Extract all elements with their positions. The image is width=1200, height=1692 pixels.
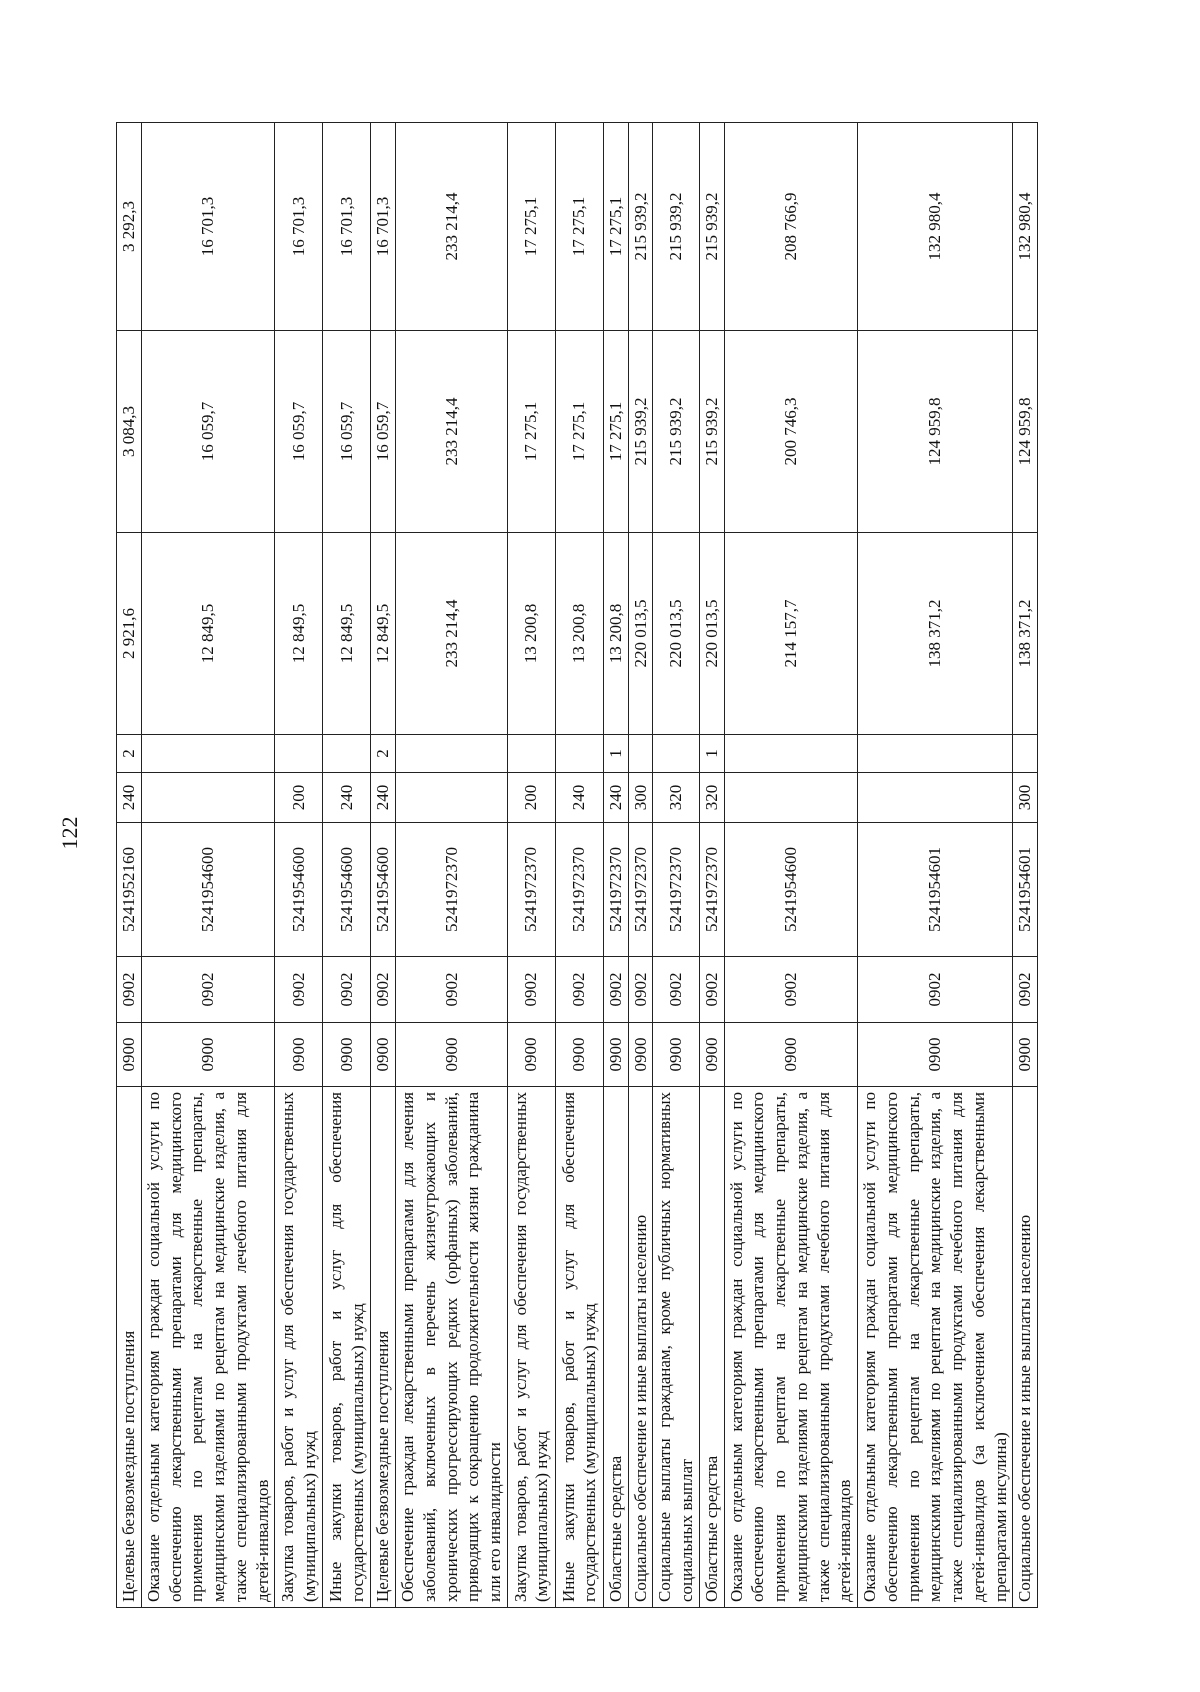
row-name: Иные закупки товаров, работ и услуг для обеспечения государственных (муниципальных) нужд	[555, 1087, 603, 1608]
target-article-code: 5241972370	[507, 823, 555, 957]
amount-year-1: 220 013,5	[653, 533, 700, 735]
funding-code	[275, 735, 323, 773]
row-name: Оказание отдельным категориям граждан социальной услуги по обеспечению лекарственными препаратами для медицинского применения по рецептам на лекарственные препараты, медицинскими изделиями по рецептам на медицинские изделия, а также специализированными продуктами лечебного питания для детей-инвалидов	[724, 1087, 858, 1608]
row-name: Закупка товаров, работ и услуг для обеспечения государственных (муниципальных) нужд	[275, 1087, 323, 1608]
expense-type-code: 320	[699, 773, 724, 823]
section-code: 0902	[628, 957, 653, 1023]
amount-year-3: 16 701,3	[323, 123, 371, 331]
ministry-code: 0900	[323, 1023, 371, 1087]
section-code: 0902	[507, 957, 555, 1023]
amount-year-3: 215 939,2	[699, 123, 724, 331]
amount-year-1: 12 849,5	[141, 533, 275, 735]
amount-year-2: 17 275,1	[555, 331, 603, 533]
section-code: 0902	[396, 957, 508, 1023]
row-name: Социальное обеспечение и иные выплаты населению	[1013, 1087, 1038, 1608]
ministry-code: 0900	[699, 1023, 724, 1087]
section-code: 0902	[603, 957, 628, 1023]
table-row	[371, 123, 396, 1608]
ministry-code: 0900	[141, 1023, 275, 1087]
funding-code	[858, 735, 1013, 773]
expense-type-code: 240	[603, 773, 628, 823]
section-code: 0902	[371, 957, 396, 1023]
row-name: Закупка товаров, работ и услуг для обеспечения государственных (муниципальных) нужд	[507, 1087, 555, 1608]
target-article-code: 5241954600	[371, 823, 396, 957]
section-code: 0902	[1013, 957, 1038, 1023]
target-article-code: 5241954601	[1013, 823, 1038, 957]
funding-code: 2	[371, 735, 396, 773]
expense-type-code: 240	[371, 773, 396, 823]
ministry-code: 0900	[507, 1023, 555, 1087]
target-article-code: 5241954600	[724, 823, 858, 957]
ministry-code: 0900	[724, 1023, 858, 1087]
amount-year-3: 17 275,1	[555, 123, 603, 331]
row-name: Иные закупки товаров, работ и услуг для обеспечения государственных (муниципальных) нужд	[323, 1087, 371, 1608]
amount-year-2: 215 939,2	[653, 331, 700, 533]
ministry-code: 0900	[371, 1023, 396, 1087]
funding-code: 2	[117, 735, 142, 773]
row-name: Оказание отдельным категориям граждан социальной услуги по обеспечению лекарственными препаратами для медицинского применения по рецептам на лекарственные препараты, медицинскими изделиями по рецептам на медицинские изделия, а также специализированными продуктами лечебного питания для детей-инвалидов	[141, 1087, 275, 1608]
table-row	[1013, 123, 1038, 1608]
target-article-code: 5241954600	[323, 823, 371, 957]
target-article-code: 5241972370	[699, 823, 724, 957]
table-row	[555, 123, 603, 1608]
table-row	[724, 123, 858, 1608]
amount-year-1: 13 200,8	[603, 533, 628, 735]
page-number: 122	[57, 816, 82, 850]
row-name: Социальное обеспечение и иные выплаты населению	[628, 1087, 653, 1608]
amount-year-2: 17 275,1	[507, 331, 555, 533]
section-code: 0902	[555, 957, 603, 1023]
row-name: Областные средства	[603, 1087, 628, 1608]
ministry-code: 0900	[396, 1023, 508, 1087]
table-row	[699, 123, 724, 1608]
expense-type-code	[396, 773, 508, 823]
amount-year-1: 12 849,5	[371, 533, 396, 735]
table-row	[507, 123, 555, 1608]
section-code: 0902	[275, 957, 323, 1023]
expense-type-code: 240	[117, 773, 142, 823]
ministry-code: 0900	[555, 1023, 603, 1087]
amount-year-2: 16 059,7	[141, 331, 275, 533]
table-row	[858, 123, 1013, 1608]
amount-year-2: 200 746,3	[724, 331, 858, 533]
amount-year-1: 138 371,2	[1013, 533, 1038, 735]
amount-year-3: 17 275,1	[507, 123, 555, 331]
table-row	[275, 123, 323, 1608]
target-article-code: 5241954601	[858, 823, 1013, 957]
amount-year-3: 16 701,3	[371, 123, 396, 331]
expense-type-code: 300	[628, 773, 653, 823]
amount-year-1: 13 200,8	[507, 533, 555, 735]
amount-year-3: 16 701,3	[141, 123, 275, 331]
amount-year-1: 12 849,5	[323, 533, 371, 735]
amount-year-1: 2 921,6	[117, 533, 142, 735]
expense-type-code: 240	[555, 773, 603, 823]
expense-type-code	[141, 773, 275, 823]
expense-type-code: 200	[275, 773, 323, 823]
table-body	[117, 123, 1038, 1608]
amount-year-3: 132 980,4	[1013, 123, 1038, 331]
section-code: 0902	[699, 957, 724, 1023]
amount-year-3: 233 214,4	[396, 123, 508, 331]
funding-code	[507, 735, 555, 773]
table-row	[628, 123, 653, 1608]
table-row	[396, 123, 508, 1608]
amount-year-2: 215 939,2	[699, 331, 724, 533]
amount-year-3: 208 766,9	[724, 123, 858, 331]
target-article-code: 5241954600	[141, 823, 275, 957]
table-row	[141, 123, 275, 1608]
expense-type-code: 200	[507, 773, 555, 823]
amount-year-1: 233 214,4	[396, 533, 508, 735]
amount-year-3: 16 701,3	[275, 123, 323, 331]
amount-year-2: 3 084,3	[117, 331, 142, 533]
row-name: Целевые безвозмездные поступления	[117, 1087, 142, 1608]
ministry-code: 0900	[275, 1023, 323, 1087]
amount-year-2: 124 959,8	[1013, 331, 1038, 533]
row-name: Областные средства	[699, 1087, 724, 1608]
ministry-code: 0900	[603, 1023, 628, 1087]
ministry-code: 0900	[628, 1023, 653, 1087]
funding-code	[1013, 735, 1038, 773]
funding-code	[628, 735, 653, 773]
rotated-table-wrapper	[116, 123, 1046, 1608]
funding-code	[653, 735, 700, 773]
amount-year-2: 16 059,7	[371, 331, 396, 533]
expense-type-code: 320	[653, 773, 700, 823]
ministry-code: 0900	[858, 1023, 1013, 1087]
amount-year-1: 13 200,8	[555, 533, 603, 735]
row-name: Обеспечение граждан лекарственными препаратами для лечения заболеваний, включенных в перечень жизнеугрожающих и хронических прогрессирующих редких (орфанных) заболеваний, приводящих к сокращению продолжительности жизни гражданина или его инвалидности	[396, 1087, 508, 1608]
amount-year-1: 138 371,2	[858, 533, 1013, 735]
expense-type-code	[724, 773, 858, 823]
ministry-code: 0900	[1013, 1023, 1038, 1087]
amount-year-1: 12 849,5	[275, 533, 323, 735]
table-row	[653, 123, 700, 1608]
amount-year-3: 215 939,2	[653, 123, 700, 331]
budget-table	[116, 122, 1038, 1608]
amount-year-3: 17 275,1	[603, 123, 628, 331]
expense-type-code: 300	[1013, 773, 1038, 823]
amount-year-3: 3 292,3	[117, 123, 142, 331]
expense-type-code	[858, 773, 1013, 823]
amount-year-1: 220 013,5	[699, 533, 724, 735]
amount-year-2: 215 939,2	[628, 331, 653, 533]
row-name: Социальные выплаты гражданам, кроме публичных нормативных социальных выплат	[653, 1087, 700, 1608]
target-article-code: 5241952160	[117, 823, 142, 957]
amount-year-2: 17 275,1	[603, 331, 628, 533]
amount-year-2: 16 059,7	[323, 331, 371, 533]
amount-year-1: 220 013,5	[628, 533, 653, 735]
amount-year-1: 214 157,7	[724, 533, 858, 735]
amount-year-2: 16 059,7	[275, 331, 323, 533]
funding-code: 1	[699, 735, 724, 773]
ministry-code: 0900	[653, 1023, 700, 1087]
section-code: 0902	[724, 957, 858, 1023]
section-code: 0902	[653, 957, 700, 1023]
funding-code	[141, 735, 275, 773]
target-article-code: 5241972370	[628, 823, 653, 957]
target-article-code: 5241972370	[396, 823, 508, 957]
funding-code	[555, 735, 603, 773]
amount-year-3: 215 939,2	[628, 123, 653, 331]
table-row	[323, 123, 371, 1608]
table-row	[603, 123, 628, 1608]
funding-code: 1	[603, 735, 628, 773]
section-code: 0902	[141, 957, 275, 1023]
section-code: 0902	[858, 957, 1013, 1023]
table-row	[117, 123, 142, 1608]
amount-year-2: 124 959,8	[858, 331, 1013, 533]
target-article-code: 5241972370	[555, 823, 603, 957]
target-article-code: 5241972370	[603, 823, 628, 957]
funding-code	[323, 735, 371, 773]
funding-code	[724, 735, 858, 773]
amount-year-3: 132 980,4	[858, 123, 1013, 331]
ministry-code: 0900	[117, 1023, 142, 1087]
target-article-code: 5241954600	[275, 823, 323, 957]
expense-type-code: 240	[323, 773, 371, 823]
section-code: 0902	[117, 957, 142, 1023]
funding-code	[396, 735, 508, 773]
amount-year-2: 233 214,4	[396, 331, 508, 533]
row-name: Целевые безвозмездные поступления	[371, 1087, 396, 1608]
target-article-code: 5241972370	[653, 823, 700, 957]
row-name: Оказание отдельным категориям граждан социальной услуги по обеспечению лекарственными препаратами для медицинского применения по рецептам на лекарственные препараты, медицинскими изделиями по рецептам на медицинские изделия, а также специализированными продуктами лечебного питания для детей-инвалидов (за исключением обеспечения лекарственными препаратами инсулина)	[858, 1087, 1013, 1608]
section-code: 0902	[323, 957, 371, 1023]
